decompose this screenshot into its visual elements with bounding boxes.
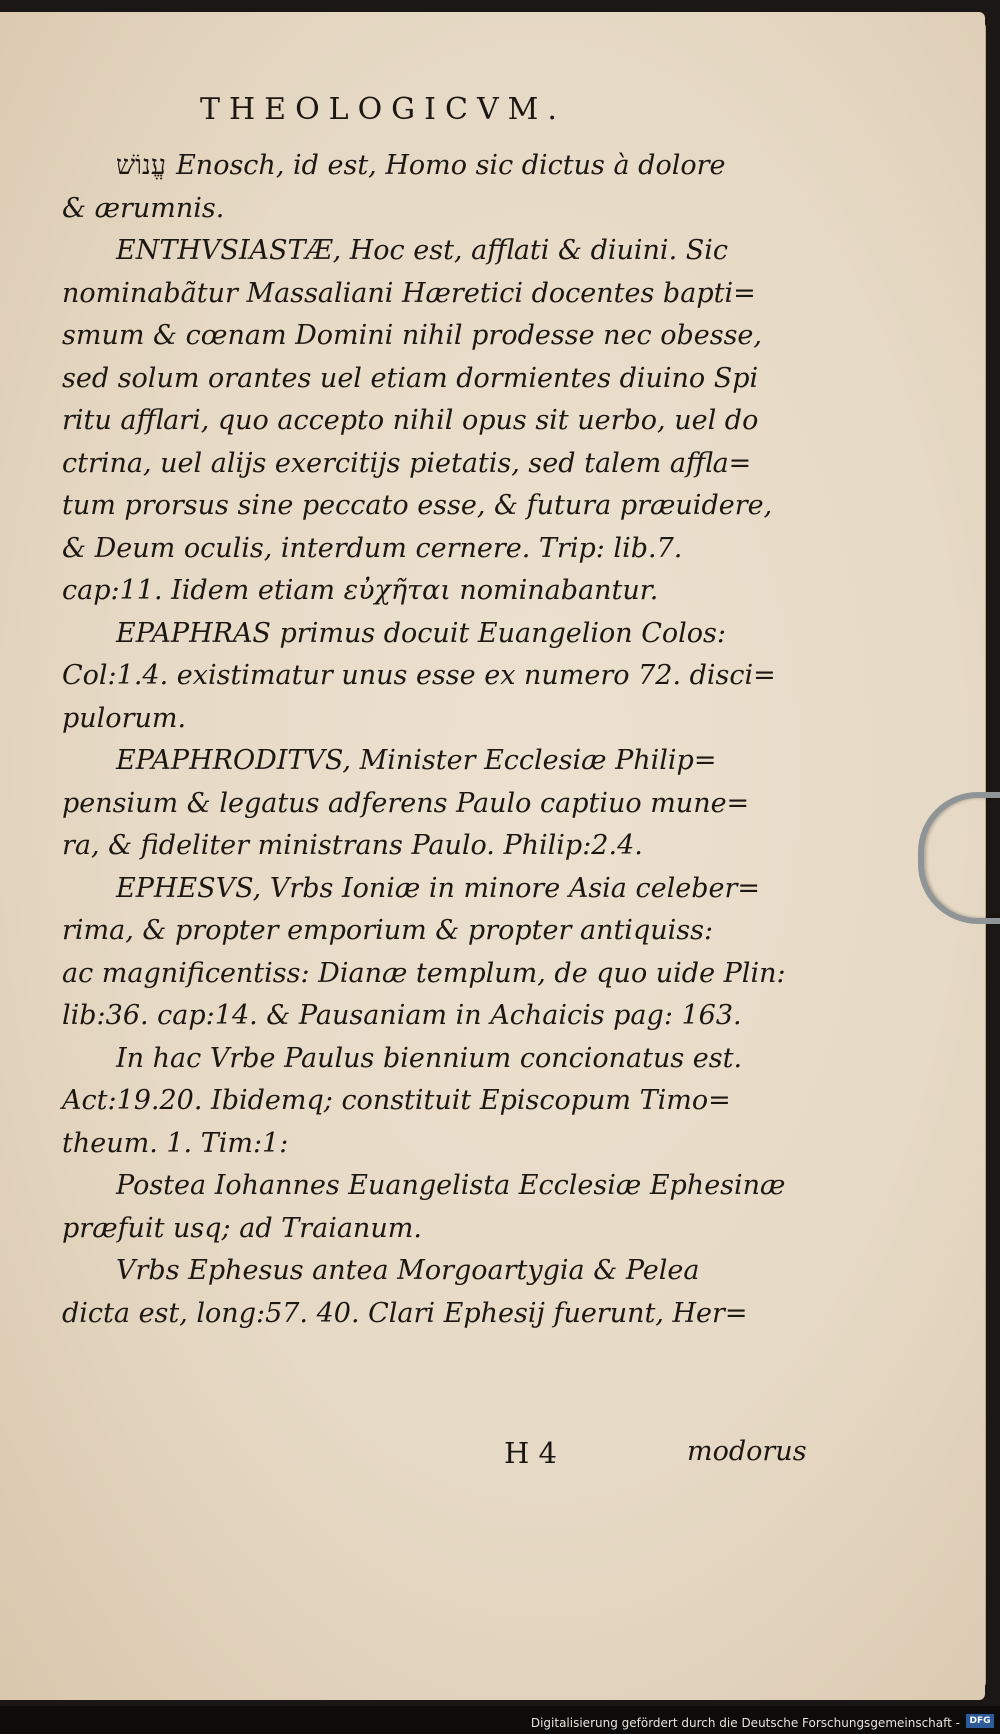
text-line xyxy=(62,193,822,236)
text-line xyxy=(62,618,822,661)
line-text: EPAPHRAS primus docuit Euangelion Colos: xyxy=(116,617,726,649)
text-line xyxy=(62,533,822,576)
line-text: nominabãtur Massaliani Hæretici docentes bapti= xyxy=(62,277,756,309)
text-line xyxy=(62,1213,822,1256)
text-line xyxy=(62,873,822,916)
line-text: pulorum. xyxy=(62,702,187,734)
text-line xyxy=(62,1043,822,1086)
text-line xyxy=(62,278,822,321)
line-text: In hac Vrbe Paulus biennium concionatus est. xyxy=(116,1042,743,1074)
line-text: lib:36. cap:14. & Pausaniam in Achaicis pag: 163. xyxy=(62,1000,742,1031)
line-text: Postea Iohannes Euangelista Ecclesiæ Ephesinæ xyxy=(116,1170,786,1201)
text-line xyxy=(62,745,822,788)
text-line xyxy=(62,788,822,831)
line-text: theum. 1. Tim:1: xyxy=(62,1127,289,1159)
line-text: pensium & legatus adferens Paulo captiuo mune= xyxy=(62,787,750,819)
text-line xyxy=(62,405,822,448)
line-text: cap:11. Iidem etiam εὐχῆται nominabantur. xyxy=(62,575,659,606)
text-line xyxy=(62,915,822,958)
line-text: & ærumnis. xyxy=(62,192,225,224)
text-line xyxy=(62,575,822,618)
text-line xyxy=(62,363,822,406)
text-line xyxy=(62,660,822,703)
line-text: dicta est, long:57. 40. Clari Ephesij fuerunt, Her= xyxy=(62,1297,748,1329)
line-text: ac magnificentiss: Dianæ templum, de quo uide Plin: xyxy=(62,957,786,989)
page-footer xyxy=(0,1436,1000,1478)
line-text: smum & cœnam Domini nihil prodesse nec obesse, xyxy=(62,320,762,351)
text-line xyxy=(62,150,822,193)
line-text: Enosch, id est, Homo sic dictus à dolore xyxy=(176,150,726,181)
line-text: EPAPHRODITVS, Minister Ecclesiæ Philip= xyxy=(116,745,717,776)
line-text: EPHESVS, Vrbs Ioniæ in minore Asia celeber= xyxy=(116,872,760,904)
running-head: THEOLOGICVM. xyxy=(200,92,566,127)
line-text: rima, & propter emporium & propter antiquiss: xyxy=(62,915,714,946)
page-body-text xyxy=(62,150,822,1340)
text-line xyxy=(62,235,822,278)
digitization-credit: Digitalisierung gefördert durch die Deutsche Forschungsgemeinschaft - xyxy=(530,1716,960,1730)
text-line xyxy=(62,490,822,533)
line-text: sed solum orantes uel etiam dormientes diuino Spi xyxy=(62,362,759,394)
dfg-logo: DFG xyxy=(966,1714,994,1728)
signature-mark: H 4 xyxy=(504,1436,557,1470)
text-line xyxy=(62,1000,822,1043)
text-line xyxy=(62,703,822,746)
text-line xyxy=(62,958,822,1001)
line-text: & Deum oculis, interdum cernere. Trip: lib.7. xyxy=(62,532,683,564)
line-text: ritu afflari, quo accepto nihil opus sit uerbo, uel do xyxy=(62,405,759,436)
text-line xyxy=(62,1128,822,1171)
text-line xyxy=(62,320,822,363)
text-line xyxy=(62,830,822,873)
line-text: Act:19.20. Ibidemq; constituit Episcopum Timo= xyxy=(62,1085,731,1116)
line-text: tum prorsus sine peccato esse, & futura præuidere, xyxy=(62,490,773,521)
line-text: ENTHVSIASTÆ, Hoc est, afflati & diuini. Sic xyxy=(116,235,728,266)
hebrew-word: עֱנוֹשׁ xyxy=(116,150,167,181)
catchword: modorus xyxy=(687,1436,807,1467)
text-line xyxy=(62,1085,822,1128)
text-line xyxy=(62,448,822,491)
text-line xyxy=(62,1255,822,1298)
text-line xyxy=(62,1298,822,1341)
text-line xyxy=(62,1170,822,1213)
line-text: Col:1.4. existimatur unus esse ex numero 72. disci= xyxy=(62,660,776,691)
line-text: ctrina, uel alijs exercitijs pietatis, sed talem affla= xyxy=(62,447,752,479)
line-text: præfuit usq; ad Traianum. xyxy=(62,1212,422,1244)
line-text: Vrbs Ephesus antea Morgoartygia & Pelea xyxy=(116,1255,700,1286)
line-text: ra, & fideliter ministrans Paulo. Philip:2.4. xyxy=(62,830,643,861)
